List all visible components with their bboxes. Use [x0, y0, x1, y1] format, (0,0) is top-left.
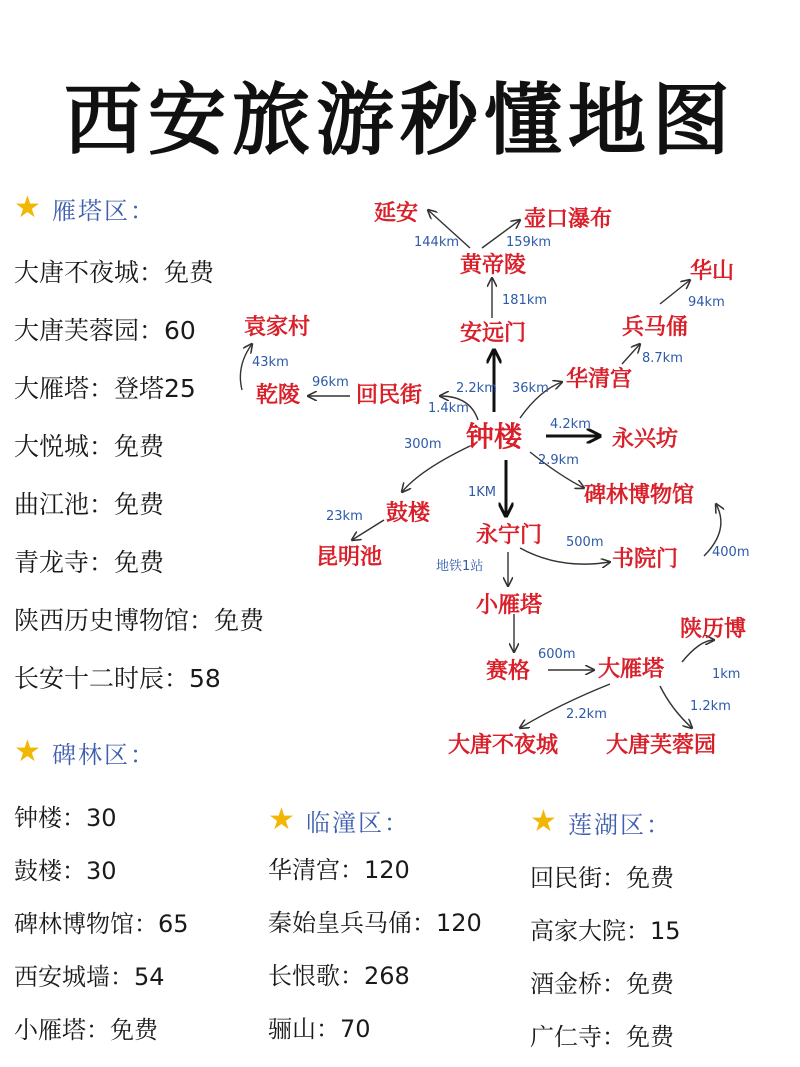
route-arrow	[240, 344, 252, 390]
route-arrow	[402, 446, 470, 492]
node-yongxing: 永兴坊	[612, 427, 679, 452]
node-anyuan: 安远门	[460, 321, 527, 346]
node-kunming: 昆明池	[316, 545, 383, 570]
section-title: 雁塔区：	[52, 196, 156, 225]
star-icon: ★	[14, 190, 41, 225]
node-furong: 大唐芙蓉园	[606, 733, 717, 758]
list-item: 小雁塔：免费	[14, 1016, 158, 1044]
route-arrow	[660, 686, 692, 728]
list-item: 曲江池：免费	[14, 490, 165, 519]
distance-label: 23km	[326, 509, 363, 524]
route-arrow	[520, 548, 610, 564]
list-item: 大唐芙蓉园：60	[14, 316, 196, 345]
node-huimin: 回民街	[356, 383, 423, 408]
route-arrow	[660, 280, 690, 304]
distance-label: 181km	[502, 293, 548, 308]
route-arrow	[682, 640, 714, 662]
list-item: 鼓楼：30	[14, 857, 117, 885]
list-item: 大悦城：免费	[14, 432, 165, 461]
distance-label: 1.4km	[428, 401, 469, 416]
page-title: 西安旅游秒懂地图	[63, 76, 736, 166]
star-icon: ★	[268, 802, 295, 837]
list-item: 钟楼：30	[14, 804, 117, 832]
distance-label: 1km	[712, 667, 741, 682]
distance-label: 1KM	[468, 485, 497, 500]
list-item: 回民街：免费	[530, 864, 674, 892]
node-huangdi: 黄帝陵	[460, 253, 527, 278]
distance-label: 2.2km	[566, 707, 607, 722]
list-item: 青龙寺：免费	[14, 548, 165, 577]
list-item: 华清宫：120	[268, 856, 410, 884]
distance-label: 8.7km	[642, 351, 683, 366]
distance-label: 36km	[512, 381, 549, 396]
distance-label: 94km	[688, 295, 725, 310]
distance-label: 600m	[538, 647, 576, 662]
node-hukou: 壶口瀑布	[524, 207, 613, 232]
list-item: 长安十二时辰：58	[14, 664, 221, 693]
list-item: 骊山：70	[268, 1015, 371, 1043]
list-item: 长恨歌：268	[268, 962, 410, 990]
distance-label: 1.2km	[690, 699, 731, 714]
distance-label: 96km	[312, 375, 349, 390]
node-beilin: 碑林博物馆	[584, 483, 695, 508]
distance-label: 4.2km	[550, 417, 591, 432]
node-shuyuan: 书院门	[612, 547, 679, 572]
node-yuanjia: 袁家村	[244, 315, 311, 340]
distance-label: 地铁1站	[436, 559, 484, 574]
distance-label: 500m	[566, 535, 604, 550]
star-icon: ★	[530, 804, 557, 839]
node-gulou: 鼓楼	[386, 501, 431, 526]
list-item: 高家大院：15	[530, 917, 681, 945]
node-bingma: 兵马俑	[622, 315, 689, 340]
list-item: 碑林博物馆：65	[14, 910, 189, 938]
node-yongning: 永宁门	[476, 523, 543, 548]
node-yanan: 延安	[374, 201, 419, 226]
list-item: 陕西历史博物馆：免费	[14, 606, 265, 635]
list-item: 大唐不夜城：免费	[14, 258, 215, 287]
star-icon: ★	[14, 734, 41, 769]
distance-label: 159km	[506, 235, 552, 250]
list-item: 大雁塔：登塔25	[14, 374, 196, 403]
node-shaanli: 陕历博	[680, 617, 747, 642]
distance-label: 144km	[414, 235, 460, 250]
node-dayan: 大雁塔	[598, 657, 665, 682]
distance-label: 2.2km	[456, 381, 497, 396]
node-xiaoyan: 小雁塔	[476, 593, 543, 618]
list-item: 酒金桥：免费	[530, 970, 674, 998]
node-huashan: 华山	[690, 259, 735, 284]
node-zhonglou: 钟楼	[466, 420, 523, 453]
list-item: 西安城墙：54	[14, 963, 165, 991]
section-title: 碑林区：	[52, 740, 156, 769]
list-item: 广仁寺：免费	[530, 1023, 674, 1051]
node-butiye: 大唐不夜城	[448, 733, 559, 758]
distance-label: 300m	[404, 437, 442, 452]
node-saige: 赛格	[486, 659, 531, 684]
distance-label: 43km	[252, 355, 289, 370]
route-arrow	[622, 344, 640, 364]
distance-label: 2.9km	[538, 453, 579, 468]
section-title: 临潼区：	[306, 808, 410, 837]
section-title: 莲湖区：	[568, 810, 672, 839]
distance-label: 400m	[712, 545, 750, 560]
node-qianling: 乾陵	[256, 383, 301, 408]
list-item: 秦始皇兵马俑：120	[268, 909, 482, 937]
node-huaqing: 华清宫	[566, 367, 633, 392]
